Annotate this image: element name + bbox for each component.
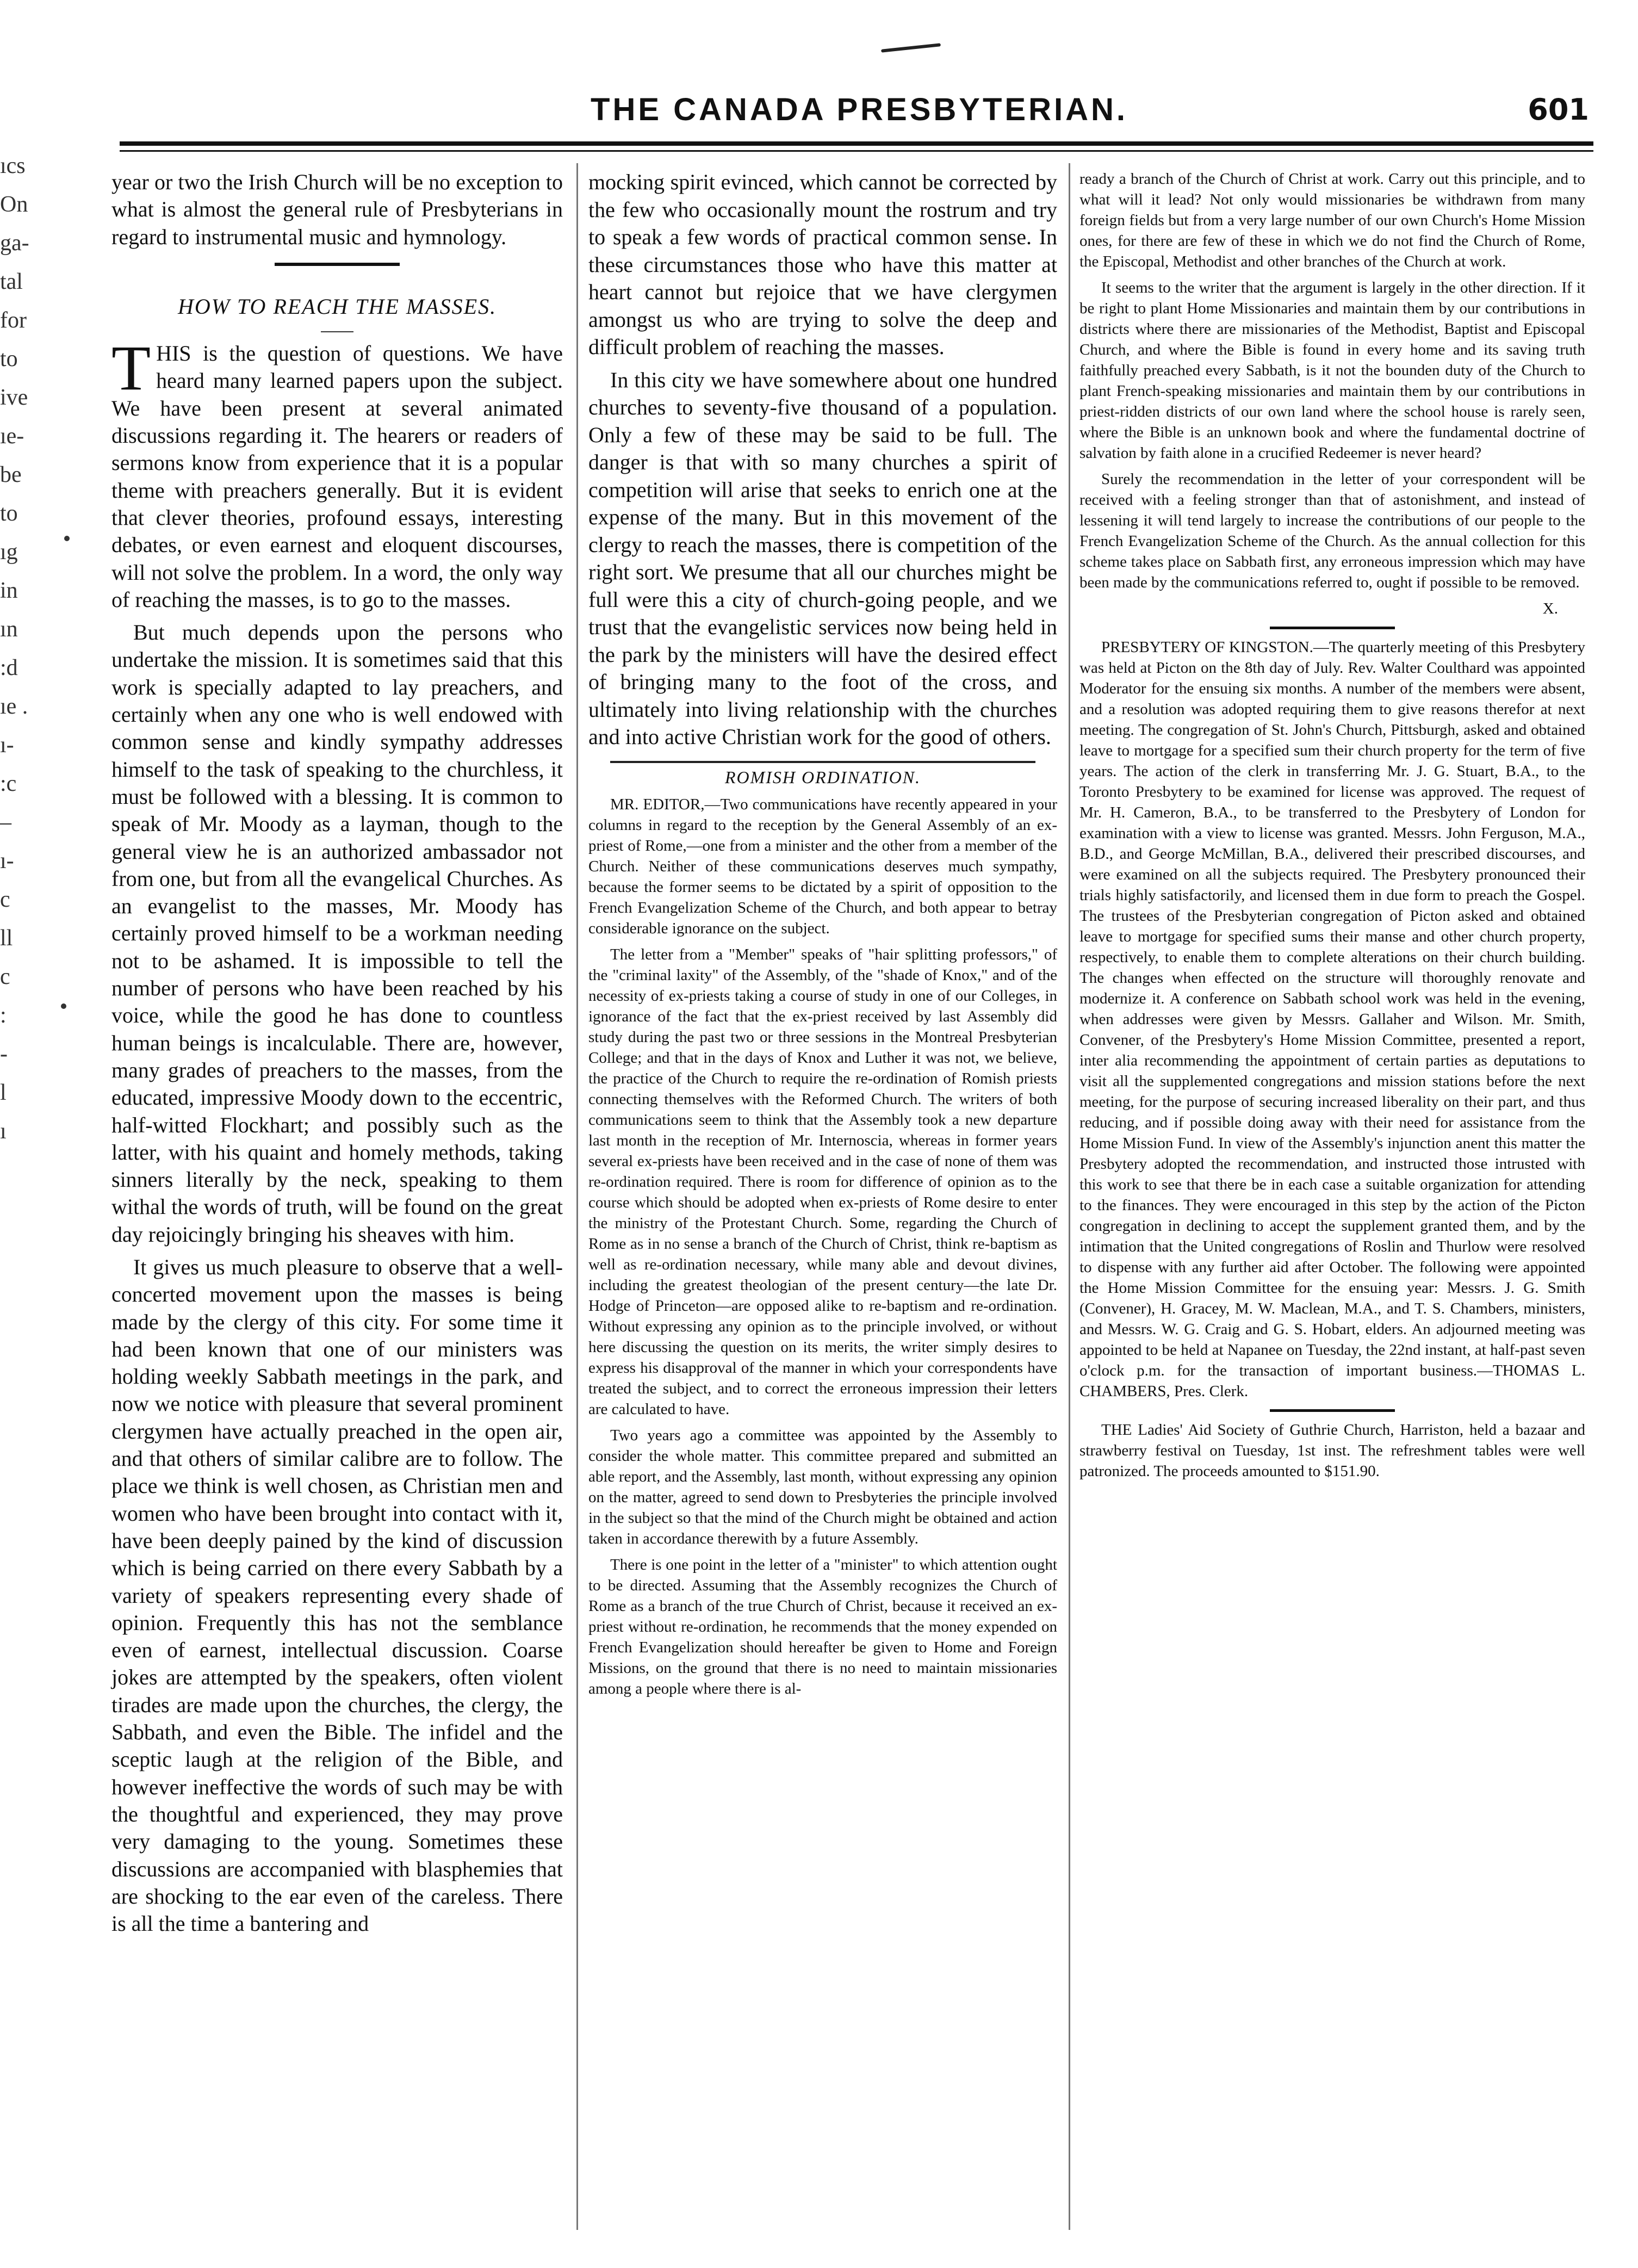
header-rule-thin (120, 150, 1593, 152)
article-paragraph: But much depends upon the persons who undertake the mission. It is sometimes said that this work is specially adapted to lay preachers, and certainly when any one who is well endowed with common sense and kindly sympathy addresses himself to the task of speaking to the churchless, it must be followed with a blessing. It is common to speak of Mr. Moody as a layman, though to the general view he is an authorized ambassador not from one, but from all the evangelical Churches. As an evangelist to the masses, Mr. Moody has certainly proved himself to be a workman needing not to be ashamed. It is impossible to tell the number of persons who have been reached by his voice, while the good he has done to countless human beings is incalculable. There are, however, many grades of preachers to the masses, from the educated, impressive Moody down to the eccentric, half-witted Flockhart; and possibly such as the latter, with his quaint and homely methods, taking sinners literally by the neck, speaking to them withal the words of truth, will be found on the great day rejoicingly bringing his sheaves with him. (111, 620, 563, 1247)
column-divider (1069, 163, 1070, 2230)
margin-fragment: – (0, 810, 11, 835)
article-paragraph (111, 332, 563, 614)
margin-fragment: :c (0, 771, 17, 796)
section-rule (275, 263, 400, 266)
letter-paragraph: The letter from a "Member" speaks of "hair splitting professors," of the "criminal laxity" of the Assembly, of the "shade of Knox," and of the necessity of ex-priests taking a course of study in one of our Colleges, in ignorance of the fact that the ex-priest received by last Assembly did study during the past two or three sessions in the Montreal Presbyterian College; and that in the days of Knox and Luther it was not, we believe, the practice of the Church to require the re-ordination of Romish priests connecting themselves with the Reformed Church. The writers of both communications seem to think that the Assembly took a new departure last month in the reception of Mr. Internoscia, whereas in former years several ex-priests have been received and in the case of none of them was re-ordination required. There is room for difference of opinion as to the course which should be adopted when ex-priests of Rome desire to enter the ministry of the Protestant Church. Some, regarding the Church of Rome as in no sense a branch of the Church of Christ, think re-baptism as well as re-ordination necessary, while many able and devout divines, including the greatest theologian of the present century—the late Dr. Hodge of Princeton—are opposed alike to re-baptism and re-ordination. Without expressing any opinion as to the principle involved, or without here discussing the question on its merits, the writer simply desires to express his disapproval of the manner in which your correspondents have treated the subject, and to correct the erroneous impression their letters are calculated to have. (588, 945, 1057, 1418)
margin-fragment: : (0, 1003, 7, 1028)
heading-rule (321, 331, 353, 332)
letter-paragraph: Surely the recommendation in the letter of your correspondent will be received with a feeling stronger than that of astonishment, and instead of lessening it will tend largely to increase the contributions of our people to the French Evangelization Scheme of the Church. As the annual collection for this scheme takes place on Sabbath first, any erroneous impression which may have been made by the communications referred to, ought if possible to be removed. (1079, 470, 1585, 591)
print-smudge (881, 43, 941, 52)
margin-fragment: ın (0, 617, 18, 642)
margin-fragment: for (0, 308, 27, 333)
margin-fragment: On (0, 192, 28, 217)
margin-fragment: be (0, 462, 22, 487)
letter-paragraph: There is one point in the letter of a "minister" to which attention ought to be directed. Assuming that the Assembly recognizes the Church of Rome as a branch of the true Church of Christ, because it received an ex-priest without re-ordination, he recommends that the money expended on French Evangelization should hereafter be given to Home and Foreign Missions, on the ground that there is no need to maintain missionaries among a people where there is al- (588, 1556, 1057, 1697)
margin-fragment: in (0, 578, 18, 603)
continued-paragraph: year or two the Irish Church will be no exception to what is almost the general rule of Presbyterians in regard to instrumental music and hymnology. (111, 170, 563, 249)
letter-paragraph: Two years ago a committee was appointed by the Assembly to consider the whole matter. This committee prepared and submitted an able report, and the Assembly, last month, without expressing any opinion on the matter, agreed to send down to Presbyteries the principle involved in the subject so that the mind of the Church might be obtained and action taken in accordance therewith by a future Assembly. (588, 1426, 1057, 1547)
column-right (1079, 169, 1585, 2235)
news-item: THE Ladies' Aid Society of Guthrie Church, Harriston, held a bazaar and strawberry festival on Tuesday, 1st inst. The refreshment tables were well patronized. The proceeds amounted to $151.90. (1079, 1421, 1585, 1480)
margin-fragment: ı- (0, 733, 14, 758)
article-paragraph-text: HIS is the question of questions. We have heard many learned papers upon the subject. We have been present at several animated discussions regarding it. The hearers or readers of sermons know from experience that it is a popular theme with preachers generally. But it is evident that clever theories, profound essays, interesting debates, or even earnest and eloquent discourses, will not solve the problem. In a word, the only way of reaching the masses, is to go to the masses. (111, 341, 563, 612)
header-rule-thick (120, 141, 1593, 146)
margin-fragment: c (0, 964, 10, 989)
margin-fragment: ıcs (0, 153, 26, 178)
margin-fragment: ga- (0, 231, 29, 256)
section-rule (1270, 1409, 1395, 1412)
margin-fragment: ı- (0, 848, 14, 873)
margin-fragment: ıe- (0, 424, 24, 449)
column-middle (588, 169, 1057, 2235)
drop-cap: T (111, 332, 151, 404)
margin-fragment: ll (0, 926, 13, 951)
left-margin-fragments (0, 147, 41, 1144)
letter-paragraph: It seems to the writer that the argument is largely in the other direction. If it be right to plant Home Missionaries and maintain them by our contributions in districts where there are missionaries of the Methodist, Baptist and Episcopal Church, and where the Bible is found in every home and its saving truth faithfully preached every Sabbath, is it not the bounden duty of the Church to plant French-speaking missionaries and maintain them by our contributions in priest-ridden districts of our own land where the school house is rarely seen, where the Bible is an unknown book and where the fundamental doctrine of salvation by faith alone in a crucified Redeemer is never heard? (1079, 279, 1585, 462)
page-number: 601 (1528, 92, 1589, 127)
margin-fragment: l (0, 1080, 7, 1105)
margin-dot (64, 536, 70, 541)
section-rule (610, 761, 1035, 763)
letter-signature: X. (1542, 600, 1558, 617)
page-header (114, 82, 1604, 141)
letter-paragraph: MR. EDITOR,—Two communications have recently appeared in your columns in regard to the reception by the General Assembly of an ex-priest of Rome,—one from a minister and the other from a member of the Church. Neither of these communications deserves much sympathy, because the former seems to be dictated by a spirit of opposition to the French Evangelization Scheme of the Church, and both appear to betray considerable ignorance on the subject. (588, 795, 1057, 937)
margin-fragment: ive (0, 385, 28, 410)
column-left (111, 169, 563, 2235)
letter-heading: ROMISH ORDINATION. (724, 767, 921, 787)
margin-fragment: ıe . (0, 694, 28, 719)
margin-fragment: to (0, 501, 18, 526)
margin-fragment: ıg (0, 540, 18, 565)
margin-fragment: c (0, 887, 10, 912)
margin-fragment: - (0, 1042, 8, 1067)
section-rule (1270, 627, 1395, 629)
article-paragraph: In this city we have somewhere about one hundred churches to seventy-five thousand of a population. Only a few of these may be said to be full. The danger is that with so many churches a spirit of competition will arise that seeks to enrich one at the expense of the many. But in this movement of the clergy to reach the masses, there is competition of the right sort. We presume that all our churches might be full were this a city of church-going people, and we trust that the evangelistic services now being held in the park by the ministers will have the desired effect of bringing many to the foot of the cross, and ultimately into living relationship with the churches and into active Christian work for the good of others. (588, 367, 1057, 749)
presbytery-report: PRESBYTERY OF KINGSTON.—The quarterly meeting of this Presbytery was held at Picton on the 8th day of July. Rev. Walter Coulthard was appointed Moderator for the ensuing six months. A number of the members were absent, and a resolution was adopted requiring them to give reasons therefor at next meeting. The congregation of St. John's Church, Pittsburgh, asked and obtained leave to mortgage for a specified sum their church property for the term of five years. The action of the clerk in transferring Mr. J. G. Stuart, B.A., to the Toronto Presbytery to be examined for license was approved. The request of Mr. H. Cameron, B.A., to be transferred to the Presbytery of London for examination with a view to license was granted. Messrs. John Ferguson, M.A., B.D., and George McMillan, B.A., delivered their prescribed discourses, and were examined on all the subjects required. The Presbytery pronounced their trials highly satisfactorily, and licensed them in due form to preach the Gospel. The trustees of the Presbyterian congregation of Picton asked and obtained leave to mortgage for specified sums their manse and other church property, respectively, to enable them to complete alterations on their church building. The changes when effected on the structure will thoroughly renovate and modernize it. A conference on Sabbath school work was held in the evening, when addresses were given by Messrs. Gallaher and Wilson. Mr. Smith, Convener, of the Presbytery's Home Mission Committee, presented a report, inter alia recommending the appointment of certain parties as deputations to visit all the supplemented congregations and mission stations before the next meeting, for the purpose of securing increased liberality on their part, and thus reducing, and if possible doing away with their need for assistance from the Home Mission Fund. In view of the Assembly's injunction anent this matter the Presbytery adopted the recommendation, and instructed those intrusted with this work to see that there be in each case a suitable organization for attending to the finances. They were encouraged in this step by the action of the Picton congregation in declining to accept the supplement granted them, and by the intimation that the United congregations of Roslin and Thurlow were resolved to dispense with any further aid after October. The following were appointed the Home Mission Committee for the ensuing year: Messrs. J. G. Smith (Convener), H. Gracey, M. W. Maclean, M.A., and T. S. Chambers, ministers, and Messrs. W. G. Craig and G. S. Hobart, elders. An adjourned meeting was appointed to be held at Napanee on Tuesday, the 22nd instant, at half-past seven o'clock p.m. for the transaction of important business.—THOMAS L. CHAMBERS, Pres. Clerk. (1079, 639, 1585, 1400)
article-paragraph: mocking spirit evinced, which cannot be corrected by the few who occasionally mount the rostrum and try to speak a few words of practical common sense. In these circumstances those who have this matter at heart cannot but rejoice that we have clergymen amongst us who are trying to solve the deep and difficult problem of reaching the masses. (588, 170, 1057, 359)
publication-title: THE CANADA PRESBYTERIAN. (591, 92, 1128, 127)
margin-fragment: tal (0, 269, 23, 294)
article-heading: HOW TO REACH THE MASSES. (177, 294, 497, 319)
margin-fragment: to (0, 346, 18, 371)
letter-paragraph: ready a branch of the Church of Christ at work. Carry out this principle, and to what will it lead? Not only would missionaries be withdrawn from many foreign fields but from a very large number of our own Church's Home Mission ones, for there are few of these in which we do not find the Church of Rome, the Episcopal, Methodist and other branches of the Church at work. (1079, 170, 1585, 270)
column-divider (576, 163, 578, 2230)
margin-fragment: :d (0, 655, 18, 680)
margin-dot (61, 1003, 66, 1009)
margin-fragment: ı (0, 1119, 7, 1144)
article-paragraph: It gives us much pleasure to observe that a well-concerted movement upon the masses is being made by the clergy of this city. For some time it had been known that one of our ministers was holding weekly Sabbath meetings in the park, and now we notice with pleasure that several prominent clergymen have actually preached in the open air, and that others of similar calibre are to follow. The place we think is well chosen, as Christian men and women who have been brought into contact with it, have been deeply pained by the kind of discussion which is being carried on there every Sabbath by a variety of speakers representing every shade of opinion. Frequently this has not the semblance even of earnest, intellectual discussion. Coarse jokes are attempted by the speakers, often violent tirades are made upon the churches, the clergy, the Sabbath, and even the Bible. The infidel and the sceptic laugh at the religion of the Bible, and however ineffective the words of such may be with the thoughtful and experienced, they may prove very damaging to the young. Sometimes these discussions are accompanied with blasphemies that are shocking to the ear even of the careless. There is all the time a bantering and (111, 1254, 563, 1936)
